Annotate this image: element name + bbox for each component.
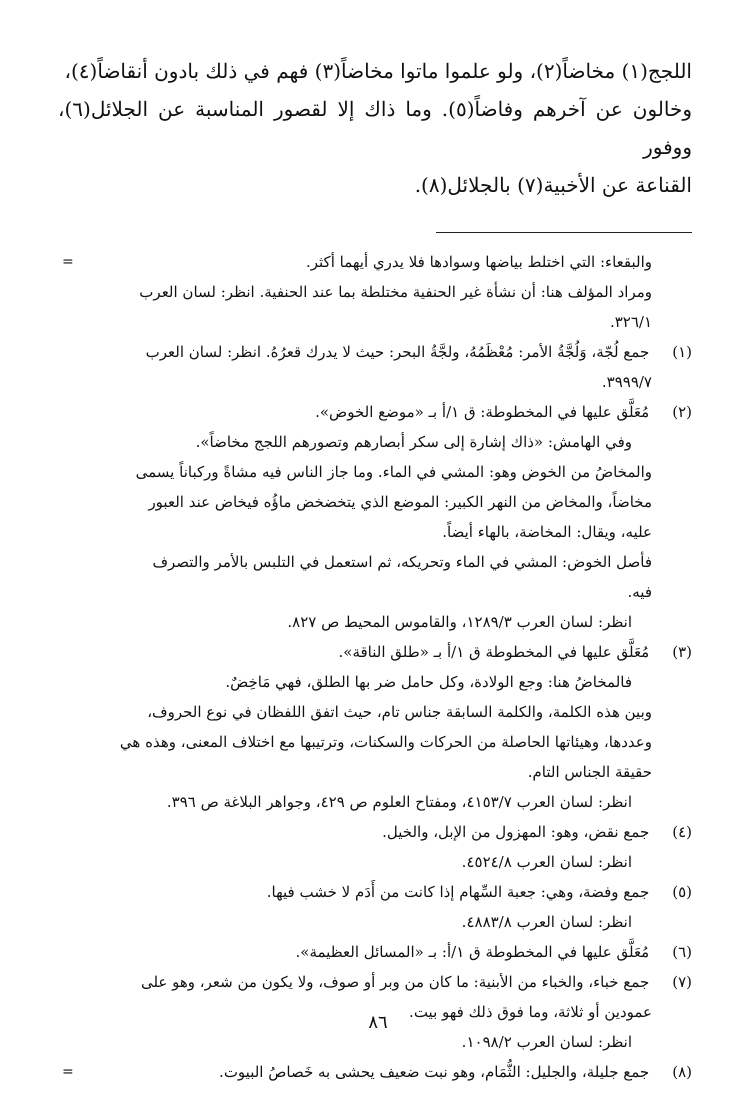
footnote-text: انظر: لسان العرب ٤١٥٣/٧، ومفتاح العلوم ص ٤٢٩، وجواهر البلاغة ص ٣٩٦.	[166, 793, 632, 811]
footnote-text: انظر: لسان العرب ١٠٩٨/٢.	[461, 1033, 632, 1051]
footnote-2	[58, 397, 692, 427]
footnote-8	[58, 1057, 692, 1087]
footnote-text: جمع وفضة، وهي: جعبة السِّهام إذا كانت من أَدَم لا خشب فيها.	[266, 883, 650, 901]
footnote-text: ومراد المؤلف هنا: أن نشأة غير الحنفية مختلطة بما عند الحنفية. انظر: لسان العرب	[139, 283, 652, 301]
footnote-text: فأصل الخوض: المشي في الماء وتحريكه، ثم استعمل في التلبس بالأمر والتصرف	[152, 553, 652, 571]
footnote-text: وفي الهامش: «ذاك إشارة إلى سكر أبصارهم وتصورهم اللجج مخاضاً».	[195, 433, 632, 451]
footnote-text: انظر: لسان العرب ١٢٨٩/٣، والقاموس المحيط ص ٨٢٧.	[287, 613, 632, 631]
footnote-6	[58, 937, 692, 967]
footnotes	[58, 247, 692, 1087]
footnote-text: والمخاضُ من الخوض وهو: المشي في الماء. وما جاز الناس فيه مشاةً وركباناً يسمى	[135, 463, 652, 481]
main-text-line: وخالون عن آخرهم وفاضاً(٥). وما ذاك إلا لقصور المناسبة عن الجلائل(٦)، ووفور	[58, 97, 692, 159]
footnote-text: وبين هذه الكلمة، والكلمة السابقة جناس تام، حيث اتفق اللفظان في نوع الحروف،	[147, 703, 652, 721]
footnote-text: جمع جليلة، والجليل: الثُّمَام، وهو نبت ضعيف يحشى به خَصاصُ البيوت.	[219, 1063, 650, 1081]
footnote-text: مُعَلَّق عليها في المخطوطة: ق ١/أ بـ «موضع الخوض».	[315, 403, 650, 421]
footnote-text: جمع خباء، والخباء من الأبنية: ما كان من وبر أو صوف، ولا يكون من شعر، وهو على	[140, 973, 650, 991]
footnote-number: (٤)	[672, 823, 692, 841]
footnote-text: فيه.	[627, 583, 652, 601]
continuation-mark: =	[62, 254, 74, 270]
footnote-text: ٣٩٩٩/٧.	[601, 373, 652, 391]
page-number: ٨٦	[368, 1012, 388, 1033]
footnote-text: والبقعاء: التي اختلط بياضها وسوادها فلا يدري أيهما أكثر.	[305, 253, 652, 271]
footnote-number: (٧)	[672, 973, 692, 991]
footnote-text: انظر: لسان العرب ٤٨٨٣/٨.	[461, 913, 632, 931]
footnote-number: (٥)	[672, 883, 692, 901]
footnote-text: عمودين أو ثلاثة، وما فوق ذلك فهو بيت.	[409, 1003, 652, 1021]
footnote-7	[58, 967, 692, 997]
footnote-4	[58, 817, 692, 847]
main-text-line: القناعة عن الأخبية(٧) بالجلائل(٨).	[414, 173, 692, 197]
footnote-1	[58, 337, 692, 367]
footnote-text: عليه، ويقال: المخاضة، بالهاء أيضاً.	[442, 523, 652, 541]
footnote-number: (٦)	[672, 943, 692, 961]
footnote-number: (٢)	[672, 403, 692, 421]
footnote-number: (١)	[672, 343, 692, 361]
footnote-number: (٨)	[672, 1063, 692, 1081]
footnote-separator	[436, 232, 692, 233]
footnote-text: فالمخاضُ هنا: وجع الولادة، وكل حامل ضر بها الطلق، فهي مَاخِضٌ.	[225, 673, 632, 691]
footnote-text: مُعَلَّق عليها في المخطوطة ق ١/أ بـ «طلق الناقة».	[338, 643, 650, 661]
footnote-text: انظر: لسان العرب ٤٥٢٤/٨.	[461, 853, 632, 871]
footnote-text: جمع لُجّة، وَلُجَّةُ الأمر: مُعْظَمُهُ، ولجَّةُ البحر: حيث لا يدرك قعرُهُ. انظر: لسان العرب	[145, 343, 650, 361]
footnote-text: وعددها، وهيئاتها الحاصلة من الحركات والسكنات، وترتيبها مع اختلاف المعنى، وهذه هي	[119, 733, 652, 751]
footnote-text: جمع نقض، وهو: المهزول من الإبل، والخيل.	[382, 823, 650, 841]
footnote-number: (٣)	[672, 643, 692, 661]
footnote-text: مخاضاً، والمخاض من النهر الكبير: الموضع الذي يتخضخض ماؤُه فيخاض عند العبور	[148, 493, 652, 511]
footnote-text: حقيقة الجناس التام.	[527, 763, 652, 781]
footnote-5	[58, 877, 692, 907]
footnote-text: مُعَلَّق عليها في المخطوطة ق ١/أ: بـ «المسائل العظيمة».	[295, 943, 650, 961]
main-text	[58, 52, 692, 204]
continuation-mark: =	[62, 1064, 74, 1080]
main-text-line: اللجج(١) مخاضاً(٢)، ولو علموا ماتوا مخاضاً(٣) فهم في ذلك بادون أنقاضاً(٤)،	[64, 59, 692, 83]
footnote-3	[58, 637, 692, 667]
footnote-text: ٣٢٦/١.	[609, 313, 652, 331]
footnote-continuation	[58, 247, 692, 277]
